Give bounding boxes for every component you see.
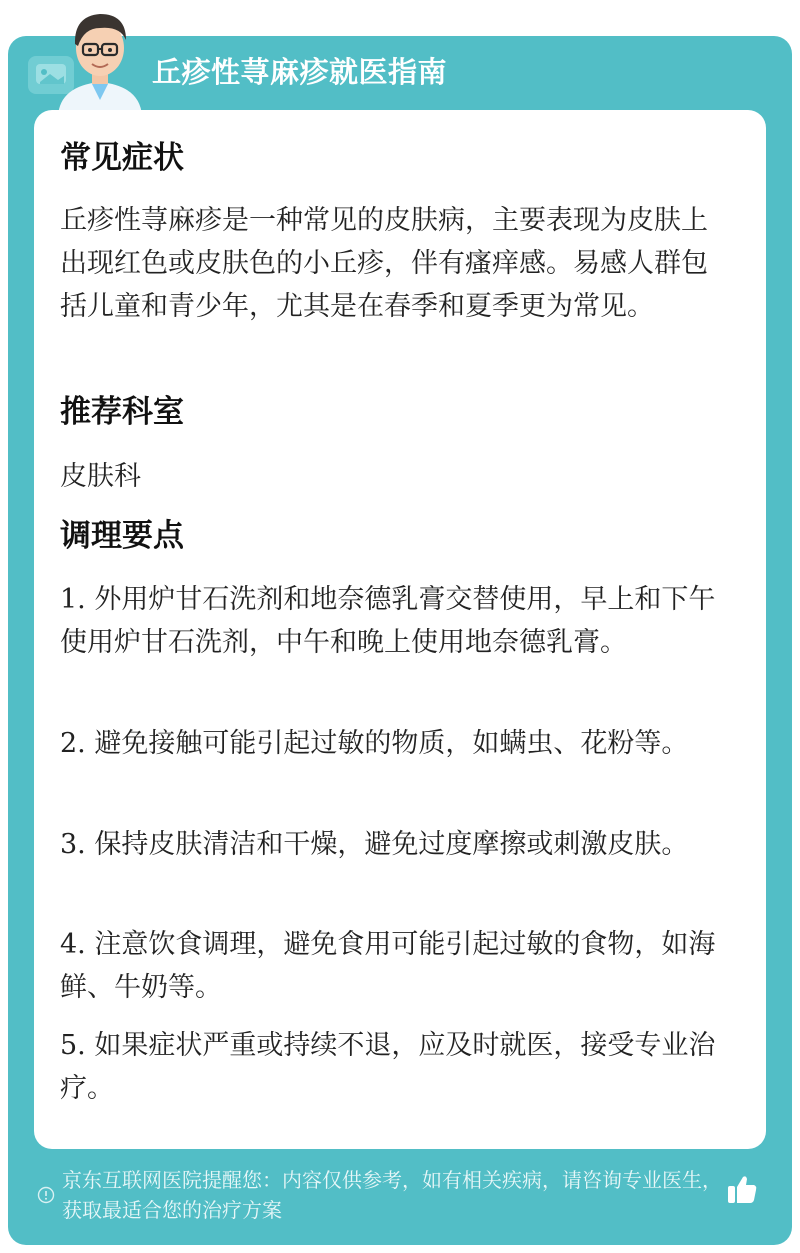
list-item — [60, 1024, 726, 1110]
page-title: 丘疹性荨麻疹就医指南 — [152, 55, 448, 89]
item-number: 2. — [60, 728, 86, 759]
disclaimer-text: 京东互联网医院提醒您：内容仅供参考，如有相关疾病，请咨询专业医生，获取最适合您的治疗方案 — [62, 1168, 722, 1222]
item-number: 5. — [60, 1030, 86, 1061]
section-heading: 推荐科室 — [60, 394, 184, 430]
section-heading: 常见症状 — [60, 140, 184, 176]
item-number: 1. — [60, 584, 86, 615]
list-item — [60, 722, 726, 765]
section-care-tips — [60, 516, 726, 556]
item-number: 4. — [60, 929, 86, 960]
item-text: 保持皮肤清洁和干燥，避免过度摩擦或刺激皮肤。 — [94, 829, 689, 860]
item-text: 避免接触可能引起过敏的物质，如螨虫、花粉等。 — [94, 728, 689, 759]
doctor-avatar — [40, 4, 160, 116]
item-number: 3. — [60, 829, 86, 860]
section-symptoms — [60, 138, 726, 178]
paragraph: 丘疹性荨麻疹是一种常见的皮肤病，主要表现为皮肤上出现红色或皮肤色的小丘疹，伴有瘙痒感。易感人群包括儿童和青少年，尤其是在春季和夏季更为常见。 — [60, 205, 708, 322]
paragraph: 皮肤科 — [60, 461, 141, 492]
list-item — [60, 578, 726, 664]
list-item — [60, 823, 726, 866]
department-body — [60, 455, 726, 498]
info-icon — [37, 1186, 55, 1204]
section-department — [60, 392, 726, 432]
item-text: 注意饮食调理，避免食用可能引起过敏的食物，如海鲜、牛奶等。 — [60, 929, 716, 1003]
thumbs-up-icon[interactable] — [725, 1172, 759, 1206]
list-item — [60, 923, 726, 1009]
item-text: 如果症状严重或持续不退，应及时就医，接受专业治疗。 — [60, 1030, 716, 1104]
section-heading: 调理要点 — [60, 518, 184, 554]
symptoms-body — [60, 199, 726, 328]
item-text: 外用炉甘石洗剂和地奈德乳膏交替使用，早上和下午使用炉甘石洗剂，中午和晚上使用地奈德乳膏。 — [60, 584, 716, 658]
